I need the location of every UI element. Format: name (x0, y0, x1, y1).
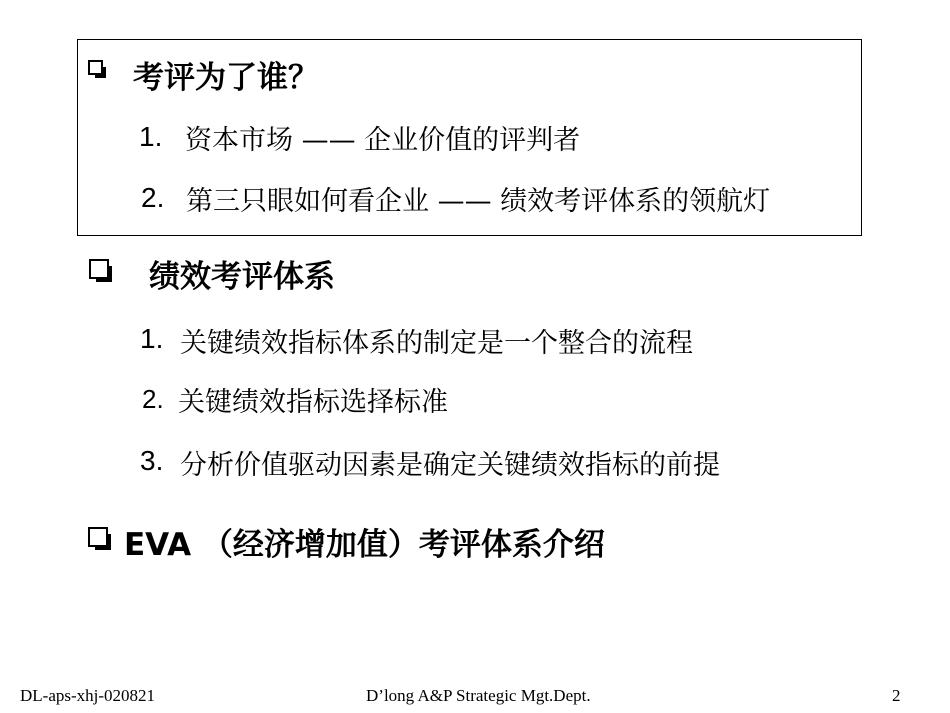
item-number: 1. (139, 121, 163, 152)
list-item-text: 关键绩效指标选择标准 (178, 387, 448, 418)
list-item-text: 资本市场 —— 企业价值的评判者 (185, 125, 581, 156)
section-title-2: 绩效考评体系 (149, 259, 335, 295)
footer-department: D’long A&P Strategic Mgt.Dept. (366, 686, 591, 705)
list-item-text: 分析价值驱动因素是确定关键绩效指标的前提 (180, 450, 720, 481)
checkbox-bullet-icon (88, 527, 108, 547)
footer-doc-id: DL-aps-xhj-020821 (20, 686, 156, 705)
footer-page-number: 2 (892, 686, 901, 705)
checkbox-bullet-icon (89, 259, 109, 279)
list-item-text: 第三只眼如何看企业 —— 绩效考评体系的领航灯 (186, 186, 771, 217)
checkbox-bullet-icon (88, 60, 103, 75)
list-item-text: 关键绩效指标体系的制定是一个整合的流程 (180, 328, 693, 359)
item-number: 2. (141, 182, 165, 213)
section-title-1: 考评为了谁？ (133, 60, 319, 96)
item-number: 3. (140, 445, 164, 476)
item-number: 2. (142, 384, 164, 414)
item-number: 1. (140, 323, 164, 354)
section-title-3: EVA （经济增加值）考评体系介绍 (124, 527, 605, 563)
